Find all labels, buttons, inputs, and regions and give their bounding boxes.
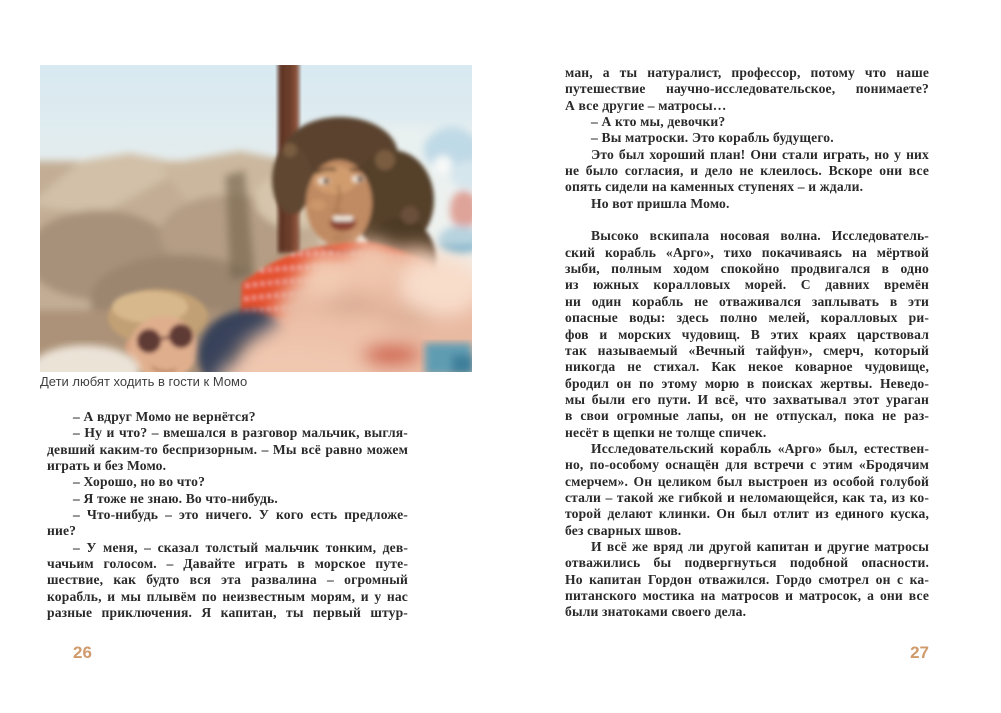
text-line: несёт в щепки не толще спичек. <box>565 424 767 440</box>
text-line: – У меня, – сказал толстый мальчик тонким, дев- <box>73 539 408 555</box>
text-line: – Ну и что? – вмешался в разговор мальчик, выгля- <box>73 425 408 441</box>
text-line: И всё же вряд ли другой капитан и другие матросы <box>591 538 929 554</box>
text-line: Но капитан Гордон отважился. Гордо смотрел он с ка- <box>565 571 929 587</box>
left-page-text <box>47 409 408 621</box>
photo-children-playing <box>40 65 472 372</box>
text-line: – Я тоже не знаю. Во что-нибудь. <box>73 490 278 506</box>
text-line: чачьим голосом. – Давайте играть в морское путе- <box>47 556 408 572</box>
text-line: разные приключения. Я капитан, ты первый штур- <box>47 605 408 621</box>
text-line: в свои огромные лапы, он не отпускал, пока не раз- <box>565 408 929 424</box>
text-line: ни один корабль не отваживался заплывать в эти <box>565 293 929 309</box>
text-line: – Что-нибудь – это ничего. У кого есть предложе- <box>73 507 408 523</box>
page-number-right: 27 <box>910 643 929 662</box>
text-line: опасные воды: здесь полно мелей, коралловых ри- <box>565 310 929 326</box>
text-line: путешествие научно-исследовательское, понимаете? <box>565 81 929 97</box>
text-line: были знатоками своего дела. <box>565 604 747 620</box>
text-line: питанского мостика на матросов и матросок, а они все <box>565 588 929 603</box>
text-line: – А кто мы, девочки? <box>591 114 726 130</box>
text-line: Это был хороший план! Они стали играть, но у них <box>591 146 929 162</box>
text-line <box>565 212 929 228</box>
text-line: смерчем». Он целиком был выстроен из особой голубой <box>565 473 929 489</box>
text-line: ман, а ты натуралист, профессор, потому что наше <box>565 65 929 80</box>
text-line: ние? <box>47 523 77 539</box>
text-line: стали – такой же гибкой и неломающейся, как та, из ко- <box>565 489 929 505</box>
page-number-left: 26 <box>73 643 92 662</box>
right-page-text <box>565 65 929 621</box>
text-line: – Вы матроски. Это корабль будущего. <box>591 130 834 146</box>
text-line: Но вот пришла Момо. <box>591 195 730 211</box>
text-line: Исследовательский корабль «Арго» был, естествен- <box>591 440 929 456</box>
text-line: бродил он по этому морю в поисках жертвы. Неведо- <box>565 375 929 391</box>
text-line: торой делают клинки. Он был отлит из единого куска, <box>565 506 929 522</box>
photo-illustration <box>40 65 472 372</box>
text-line: никогда не стихал. Как некое коварное чудовище, <box>565 359 929 375</box>
text-line: А все другие – матросы… <box>565 97 727 113</box>
text-line: отважились бы подвергнуться подобной опасности. <box>565 555 929 571</box>
teal-corner <box>425 343 472 372</box>
text-line: корабль, и мы плывём по неизвестным морям, и у нас <box>47 588 408 604</box>
text-line: мы были его пути. И всё, что захватывал этот ураган <box>565 391 929 407</box>
text-line: – Хорошо, но во что? <box>73 474 206 490</box>
text-line: не было согласия, и дело не клеилось. Вскоре они все <box>565 163 929 179</box>
text-line: шествие, как будто вся эта развалина – огромный <box>47 572 408 588</box>
photo-caption: Дети любят ходить в гости к Момо <box>40 374 248 389</box>
text-line: так называемый «Вечный тайфун», смерч, который <box>565 342 929 358</box>
text-line: – А вдруг Момо не вернётся? <box>73 409 256 424</box>
text-line: но, по-особому оснащён для встречи с этим «Бродячим <box>565 457 929 473</box>
text-line: девший каким-то беспризорным. – Мы всё равно можем <box>47 441 408 457</box>
text-line: фов и морских чудовищ. В этих краях царствовал <box>565 326 929 342</box>
text-line: играть и без Момо. <box>47 458 167 474</box>
text-line: зыби, полным ходом спокойно продвигался в одно <box>565 261 929 277</box>
text-line: Высоко вскипала носовая волна. Исследователь- <box>591 228 929 244</box>
text-line: ский корабль «Арго», тихо покачиваясь на мёртвой <box>565 244 929 260</box>
text-line: опять сидели на каменных ступенях – и ждали. <box>565 179 864 195</box>
text-line: из южных коралловых морей. С давних времён <box>565 277 929 293</box>
text-line: без сварных швов. <box>565 522 682 538</box>
